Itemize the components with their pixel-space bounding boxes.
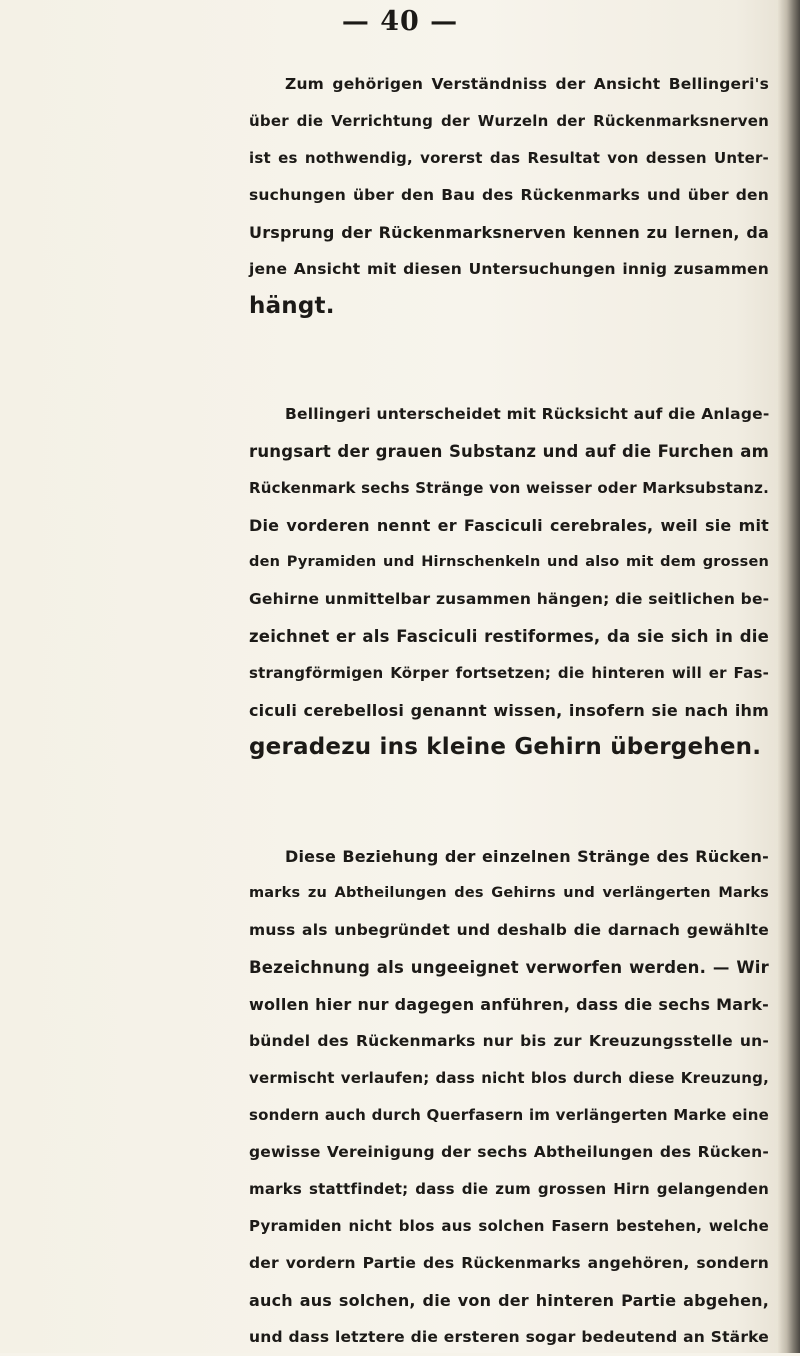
text-line: wollen hier nur dagegen anführen, dass die sechs Mark- bbox=[249, 995, 769, 1014]
text-line: sondern auch durch Querfasern im verlängerten Marke eine bbox=[249, 1106, 769, 1124]
text-line: Ursprung der Rückenmarksnerven kennen zu lernen, da bbox=[249, 223, 769, 242]
text-line: und dass letztere die ersteren sogar bedeutend an Stärke bbox=[249, 1328, 769, 1346]
text-line: den Pyramiden und Hirnschenkeln und also mit dem grossen bbox=[249, 554, 769, 570]
text-line: Gehirne unmittelbar zusammen hängen; die seitlichen be- bbox=[249, 590, 770, 608]
text-line: jene Ansicht mit diesen Untersuchungen innig zusammen bbox=[249, 260, 769, 278]
text-line: ist es nothwendig, vorerst das Resultat von dessen Unter- bbox=[249, 149, 769, 167]
text-line: Bezeichnung als ungeeignet verworfen werden. — Wir bbox=[249, 958, 769, 977]
text-line: Rückenmark sechs Stränge von weisser oder Marksubstanz. bbox=[249, 479, 769, 497]
text-line: bündel des Rückenmarks nur bis zur Kreuzungsstelle un- bbox=[249, 1032, 769, 1050]
text-line: Zum gehörigen Verständniss der Ansicht Bellingeri's bbox=[285, 75, 769, 93]
text-line: über die Verrichtung der Wurzeln der Rückenmarksnerven bbox=[249, 112, 769, 130]
text-line: rungsart der grauen Substanz und auf die Furchen am bbox=[249, 442, 769, 461]
text-line: Bellingeri unterscheidet mit Rücksicht auf die Anlage- bbox=[285, 405, 770, 423]
paragraph-3 bbox=[249, 838, 769, 1356]
text-line: Die vorderen nennt er Fasciculi cerebrales, weil sie mit bbox=[249, 516, 769, 535]
paragraph-1 bbox=[249, 66, 769, 325]
text-line: strangförmigen Körper fortsetzen; die hinteren will er Fas- bbox=[249, 664, 769, 682]
text-line: marks stattfindet; dass die zum grossen Hirn gelangenden bbox=[249, 1180, 769, 1198]
text-line: gewisse Vereinigung der sechs Abtheilungen des Rücken- bbox=[249, 1143, 769, 1161]
text-line: suchungen über den Bau des Rückenmarks und über den bbox=[249, 186, 769, 204]
text-line: der vordern Partie des Rückenmarks angehören, sondern bbox=[249, 1254, 769, 1272]
page-number: — 40 — bbox=[341, 6, 459, 37]
text-line: Pyramiden nicht blos aus solchen Fasern bestehen, welche bbox=[249, 1217, 769, 1235]
text-line: hängt. bbox=[249, 293, 335, 319]
text-line: geradezu ins kleine Gehirn übergehen. bbox=[249, 734, 762, 760]
text-line: Diese Beziehung der einzelnen Stränge des Rücken- bbox=[285, 847, 769, 866]
text-line: marks zu Abtheilungen des Gehirns und verlängerten Marks bbox=[249, 885, 769, 901]
text-line: auch aus solchen, die von der hinteren Partie abgehen, bbox=[249, 1291, 769, 1310]
page-binding-edge bbox=[778, 0, 800, 1353]
text-line: muss als unbegründet und deshalb die darnach gewählte bbox=[249, 921, 769, 939]
text-line: ciculi cerebellosi genannt wissen, insofern sie nach ihm bbox=[249, 701, 769, 720]
paragraph-2 bbox=[249, 396, 769, 766]
text-line: zeichnet er als Fasciculi restiformes, da sie sich in die bbox=[249, 627, 769, 646]
text-line: vermischt verlaufen; dass nicht blos durch diese Kreuzung, bbox=[249, 1069, 769, 1087]
